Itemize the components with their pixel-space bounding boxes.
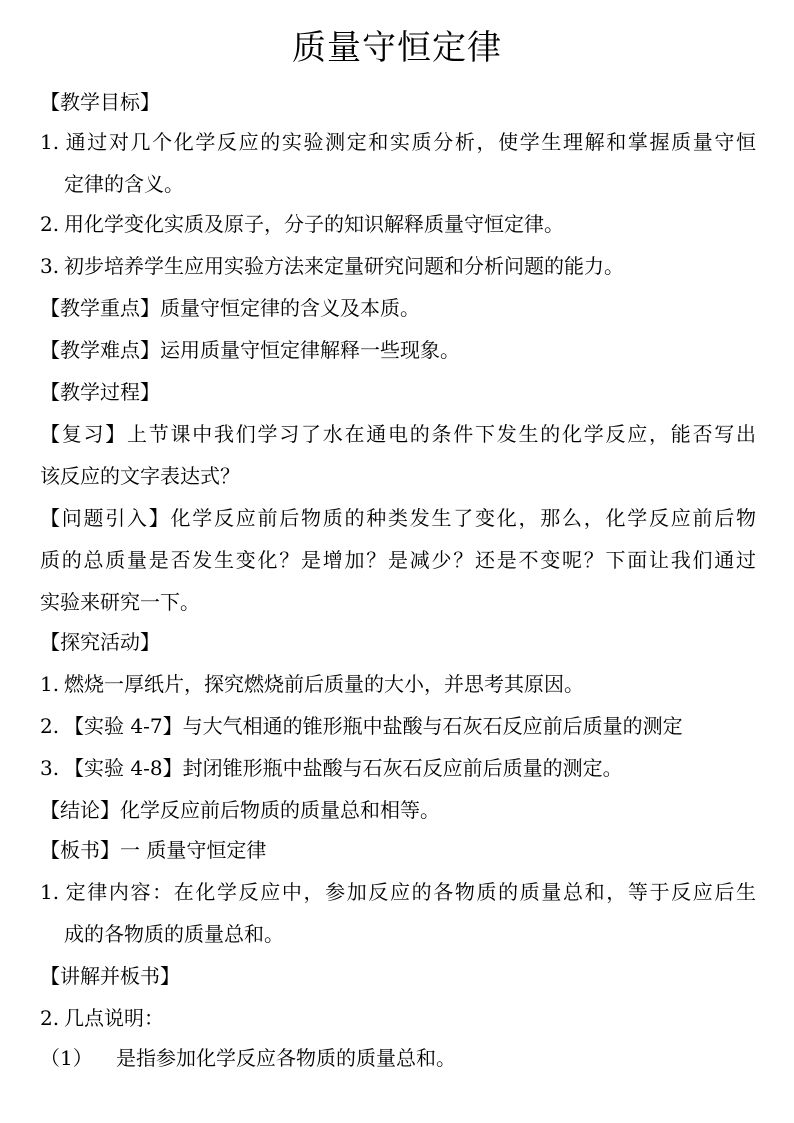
objective-3 [40,252,756,280]
activity-2-number: 2. [40,714,60,738]
objective-2-number: 2. [40,212,60,236]
notes-number: 2. [40,1006,60,1030]
activity-2 [40,712,756,740]
notes-heading [40,1004,756,1032]
question-intro-line1: 【问题引入】化学反应前后物质的种类发生了变化，那么，化学反应前后物 [40,506,756,530]
explain-heading: 【讲解并板书】 [40,964,180,988]
activity-1-text: 燃烧一厚纸片，探究燃烧前后质量的大小，并思考其原因。 [64,672,584,696]
objective-1-line1 [40,128,756,156]
activities-heading: 【探究活动】 [40,630,160,654]
objective-1-line2: 定律的含义。 [64,172,184,196]
activity-1-number: 1. [40,672,60,696]
process-heading: 【教学过程】 [40,380,160,404]
key-point [40,294,756,322]
objective-1-text: 通过对几个化学反应的实验测定和实质分析，使学生理解和掌握质量守恒 [64,130,756,154]
conclusion: 【结论】化学反应前后物质的质量总和相等。 [40,798,440,822]
sub-item-1-label: （1） [40,1046,93,1070]
review-line1: 【复习】上节课中我们学习了水在通电的条件下发生的化学反应，能否写出 [40,422,756,446]
question-intro-line3: 实验来研究一下。 [40,590,200,614]
review-line2: 该反应的文字表达式？ [40,464,240,488]
sub-item-1 [40,1044,756,1072]
activity-1 [40,670,756,698]
objectives-heading: 【教学目标】 [40,90,160,114]
page-title: 质量守恒定律 [292,28,502,68]
activity-3-number: 3. [40,756,60,780]
activity-3 [40,754,756,782]
objective-2-text: 用化学变化实质及原子，分子的知识解释质量守恒定律。 [64,212,564,236]
activity-2-text: 【实验 4-7】与大气相通的锥形瓶中盐酸与石灰石反应前后质量的测定 [64,714,683,738]
objective-2 [40,210,756,238]
key-point-text: 质量守恒定律的含义及本质。 [160,296,420,320]
objective-1-number: 1. [40,130,60,154]
board-heading: 【板书】一 质量守恒定律 [40,838,267,862]
law-content-line2: 成的各物质的质量总和。 [64,922,284,946]
law-content-number: 1. [40,880,60,904]
law-content-text: 定律内容：在化学反应中，参加反应的各物质的质量总和，等于反应后生 [64,880,756,904]
notes-text: 几点说明： [64,1006,164,1030]
question-intro-line2: 质的总质量是否发生变化？是增加？是减少？还是不变呢？下面让我们通过 [40,548,756,572]
objective-3-text: 初步培养学生应用实验方法来定量研究问题和分析问题的能力。 [64,254,624,278]
objective-3-number: 3. [40,254,60,278]
difficulty-label: 【教学难点】 [40,338,160,362]
law-content-line1 [40,878,756,906]
key-point-label: 【教学重点】 [40,296,160,320]
difficulty [40,336,756,364]
activity-3-text: 【实验 4-8】封闭锥形瓶中盐酸与石灰石反应前后质量的测定。 [64,756,623,780]
sub-item-1-text: 是指参加化学反应各物质的质量总和。 [116,1046,456,1070]
difficulty-text: 运用质量守恒定律解释一些现象。 [160,338,460,362]
